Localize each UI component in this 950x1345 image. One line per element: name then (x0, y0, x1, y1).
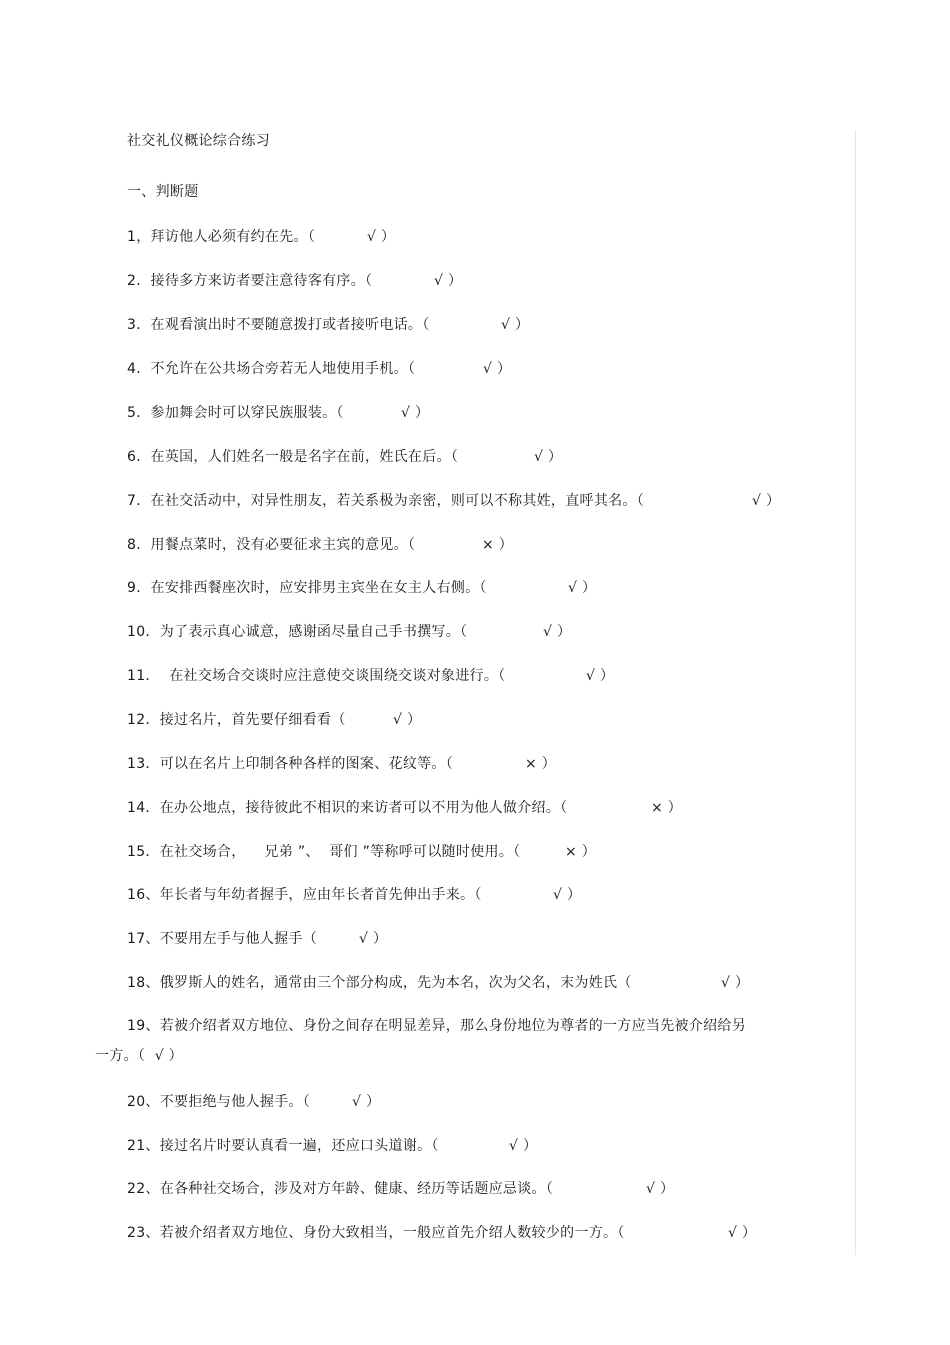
question-item: 12．接过名片，首先要仔细看看（ √ ） (127, 712, 422, 728)
question-item: 5．参加舞会时可以穿民族服装。（ √ ） (127, 405, 430, 421)
answer-mark: √ ） (568, 580, 597, 596)
answer-mark: √ ） (534, 449, 563, 465)
question-item: 18、俄罗斯人的姓名，通常由三个部分构成，先为本名，次为父名，末为姓氏（ √ ） (127, 975, 750, 991)
answer-mark: √ ） (553, 887, 582, 903)
answer-mark: × ） (525, 756, 557, 772)
document-title: 社交礼仪概论综合练习 (127, 133, 270, 149)
answer-mark: √ ） (434, 273, 463, 289)
question-item: 20、不要拒绝与他人握手。（ √ ） (127, 1094, 381, 1110)
question-item: 9．在安排西餐座次时，应安排男主宾坐在女主人右侧。（ √ ） (127, 580, 597, 596)
question-19-line-1: 19、若被介绍者双方地位、身份之间存在明显差异，那么身份地位为尊者的一方应当先被介绍给另 (127, 1018, 747, 1034)
question-item: 6．在英国，人们姓名一般是名字在前，姓氏在后。（ √ ） (127, 449, 563, 465)
answer-mark: × ） (482, 537, 514, 553)
answer-mark: √ ） (367, 229, 396, 245)
section-heading: 一、判断题 (127, 184, 199, 200)
question-item: 4．不允许在公共场合旁若无人地使用手机。（ √ ） (127, 361, 512, 377)
question-item: 21、接过名片时要认真看一遍，还应口头道谢。（ √ ） (127, 1138, 538, 1154)
answer-mark: √ ） (501, 317, 530, 333)
answer-mark: √ ） (509, 1138, 538, 1154)
answer-mark: √ ） (359, 931, 388, 947)
answer-mark: √ ） (393, 712, 422, 728)
answer-mark: √ ） (646, 1181, 675, 1197)
question-item: 11． 在社交场合交谈时应注意使交谈围绕交谈对象进行。（ √ ） (127, 668, 615, 684)
question-item: 2．接待多方来访者要注意待客有序。（ √ ） (127, 273, 463, 289)
answer-mark: √ ） (483, 361, 512, 377)
answer-mark: √ ） (752, 493, 781, 509)
question-item: 17、不要用左手与他人握手（ √ ） (127, 931, 388, 947)
answer-mark: √ ） (401, 405, 430, 421)
question-item: 22、在各种社交场合，涉及对方年龄、健康、经历等话题应忌谈。（ √ ） (127, 1181, 675, 1197)
question-item: 23、若被介绍者双方地位、身份大致相当，一般应首先介绍人数较少的一方。（ √ ） (127, 1225, 757, 1241)
question-item: 1，拜访他人必须有约在先。（ √ ） (127, 229, 396, 245)
question-item: 14．在办公地点，接待彼此不相识的来访者可以不用为他人做介绍。（ × ） (127, 800, 683, 816)
answer-mark: × ） (565, 844, 597, 860)
question-item: 8．用餐点菜时，没有必要征求主宾的意见。（ × ） (127, 537, 514, 553)
answer-mark: √ ） (586, 668, 615, 684)
question-19-line-2: 一方。（ √ ） (95, 1048, 183, 1064)
question-item: 15．在社交场合， 兄弟 ”、 哥们 ”等称呼可以随时使用。（ × ） (127, 844, 597, 860)
answer-mark: √ ） (728, 1225, 757, 1241)
answer-mark: √ ） (352, 1094, 381, 1110)
question-item: 10．为了表示真心诚意，感谢函尽量自己手书撰写。（ √ ） (127, 624, 572, 640)
answer-mark: √ ） (721, 975, 750, 991)
page-margin-rule (855, 130, 856, 1255)
question-item: 3．在观看演出时不要随意拨打或者接听电话。（ √ ） (127, 317, 530, 333)
answer-mark: √ ） (543, 624, 572, 640)
question-item: 13．可以在名片上印制各种各样的图案、花纹等。（ × ） (127, 756, 557, 772)
question-item: 7．在社交活动中，对异性朋友，若关系极为亲密，则可以不称其姓，直呼其名。（ √ ） (127, 493, 781, 509)
question-item: 16、年长者与年幼者握手，应由年长者首先伸出手来。（ √ ） (127, 887, 582, 903)
answer-mark: × ） (651, 800, 683, 816)
